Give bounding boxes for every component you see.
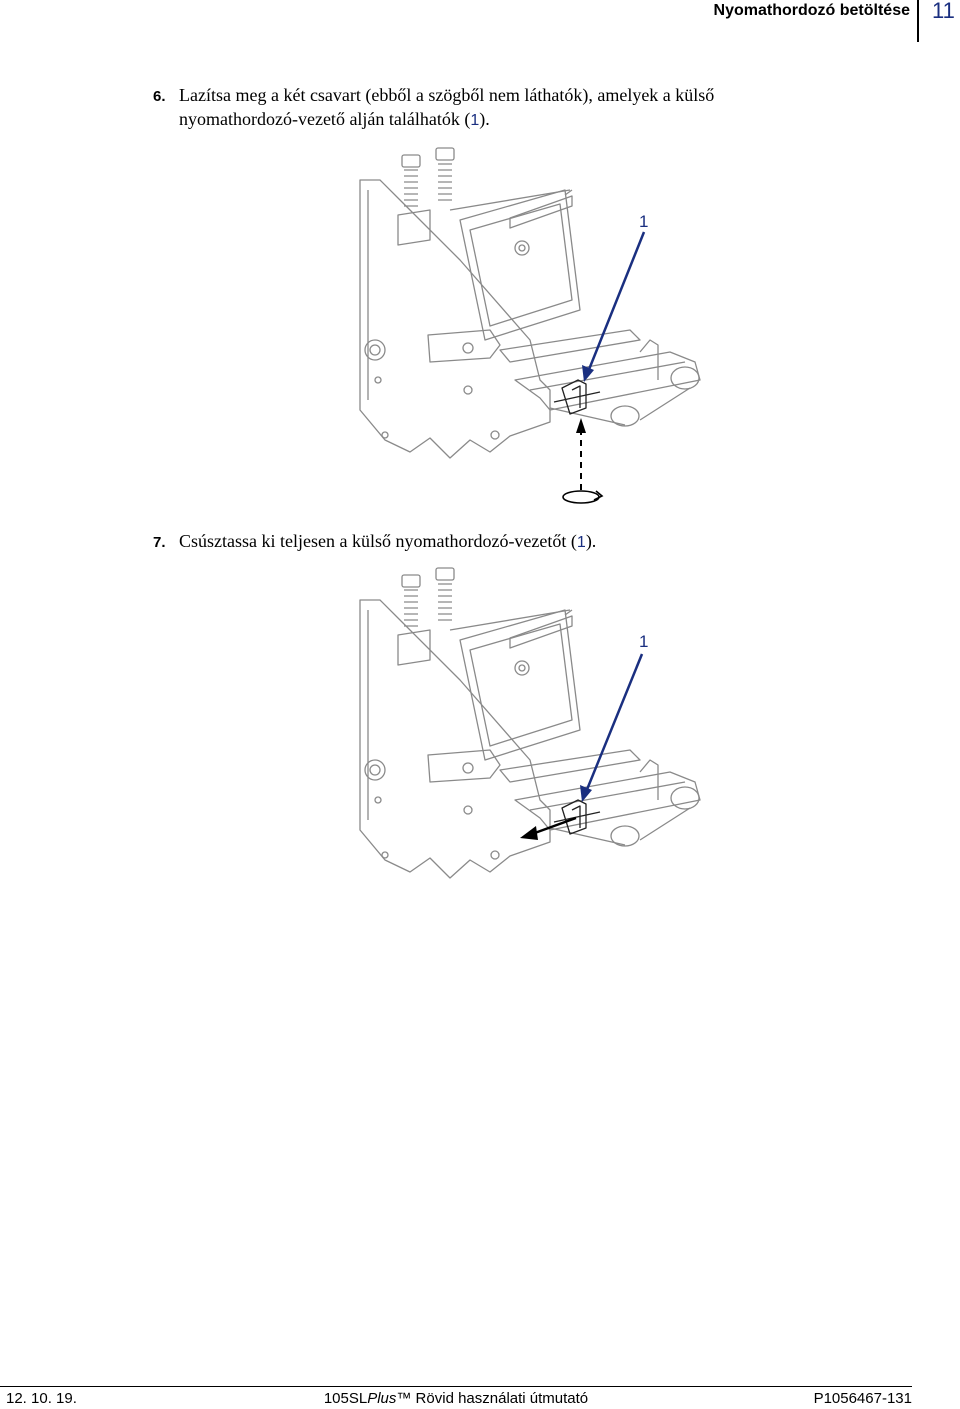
step-6-line2 bbox=[153, 108, 853, 132]
step-7-ref: 1 bbox=[576, 534, 586, 551]
step-6-line2-text: nyomathordozó-vezető alján találhatók ( bbox=[179, 109, 471, 129]
footer-product-italic: Plus bbox=[367, 1390, 397, 1407]
footer-date: 12. 10. 19. bbox=[6, 1390, 77, 1407]
footer-doc-number: P1056467-131 bbox=[813, 1390, 912, 1407]
figure-1-callout: 1 bbox=[639, 212, 649, 231]
footer-product bbox=[0, 1390, 912, 1407]
figure-loosen-screws bbox=[340, 140, 720, 510]
figure-slide-guide bbox=[340, 560, 720, 900]
step-7-line1-end: ). bbox=[585, 531, 597, 551]
figure-2-callout: 1 bbox=[639, 632, 649, 651]
step-7-line1: Csúsztassa ki teljesen a külső nyomathordozó-vezetőt ( bbox=[179, 531, 577, 551]
step-7-number: 7. bbox=[153, 534, 166, 551]
printer-mechanism-illustration-2 bbox=[340, 560, 720, 900]
step-6-line2-end: ). bbox=[479, 109, 490, 129]
header-divider bbox=[917, 0, 919, 42]
step-6-ref: 1 bbox=[470, 112, 480, 129]
step-6-line1: Lazítsa meg a két csavart (ebből a szögből nem láthatók), amelyek a külső bbox=[179, 85, 715, 105]
page-number: 11 bbox=[932, 0, 955, 23]
step-6-number: 6. bbox=[153, 88, 166, 105]
header-title: Nyomathordozó betöltése bbox=[713, 2, 910, 19]
footer-divider bbox=[0, 1386, 912, 1387]
footer-product-suffix: ™ Rövid használati útmutató bbox=[396, 1390, 589, 1407]
printer-mechanism-illustration bbox=[340, 140, 720, 510]
footer-product-prefix: 105SL bbox=[323, 1390, 368, 1407]
step-7 bbox=[153, 530, 853, 554]
step-6 bbox=[153, 84, 853, 132]
